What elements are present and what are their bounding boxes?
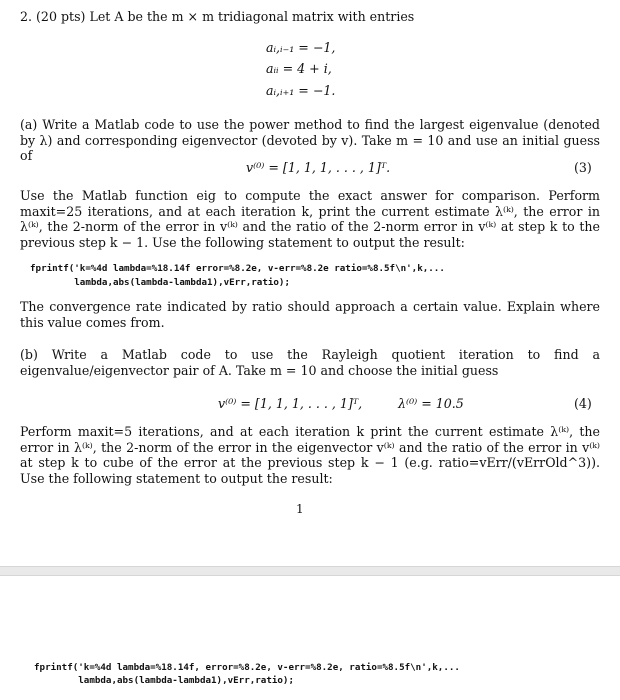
part-a-body: Use the Matlab function eig to compute the exact answer for comparison. Perform maxit=25 iterations, and at each iteration k, print the current estimate λ⁽ᵏ⁾, the error in λ⁽ᵏ⁾, the 2-norm of the error in v⁽ᵏ⁾ and the ratio of the 2-norm error in v⁽ᵏ⁾ at step k to the previous step k − 1. Use the following statement to output the result:	[20, 188, 600, 250]
bottom-code-line-2: lambda,abs(lambda-lambda1),vErr,ratio);	[34, 675, 294, 686]
part-b-body: Perform maxit=5 iterations, and at each iteration k print the current estimate λ⁽ᵏ⁾, the error in λ⁽ᵏ⁾, the 2-norm of the error in the eigenvector v⁽ᵏ⁾ and the ratio of the error in v⁽ᵏ⁾ at step k to cube of the error at the previous step k − 1 (e.g. ratio=vErr/(vErrOld^3)). Use the following statement to output the result:	[20, 424, 600, 486]
part-a-intro: (a) Write a Matlab code to use the power method to find the largest eigenvalue (denoted by λ) and corresponding eigenvector (devoted by v). Take m = 10 and use an initial guess of	[20, 117, 600, 163]
matrix-entry-lower: aᵢ,ᵢ₋₁ = −1,	[266, 40, 336, 55]
matrix-entry-upper: aᵢ,ᵢ₊₁ = −1.	[266, 83, 336, 98]
part-a-code-line-1: fprintf('k=%4d lambda=%18.14f error=%8.2e, v-err=%8.2e ratio=%8.5f\n',k,...	[30, 263, 445, 274]
part-a-code-line-2: lambda,abs(lambda-lambda1),vErr,ratio);	[30, 277, 290, 288]
part-b-initial-guess-v: v⁽⁰⁾ = [1, 1, 1, . . . , 1]ᵀ,	[218, 396, 363, 411]
part-b-initial-guess-lambda: λ⁽⁰⁾ = 10.5	[398, 396, 464, 411]
page-number: 1	[296, 502, 304, 516]
bottom-code-line-1: fprintf('k=%4d lambda=%18.14f, error=%8.2e, v-err=%8.2e, ratio=%8.5f\n',k,...	[34, 662, 460, 673]
part-a-convergence: The convergence rate indicated by ratio should approach a certain value. Explain where this value comes from.	[20, 299, 600, 330]
equation-number-3: (3)	[574, 160, 592, 175]
matrix-entry-diagonal: aᵢᵢ = 4 + i,	[266, 61, 332, 76]
page-separator	[0, 566, 620, 576]
equation-number-4: (4)	[574, 396, 592, 411]
problem-header: 2. (20 pts) Let A be the m × m tridiagonal matrix with entries	[20, 9, 415, 24]
part-b-intro: (b) Write a Matlab code to use the Rayleigh quotient iteration to find a eigenvalue/eigenvector pair of A. Take m = 10 and choose the initial guess	[20, 347, 600, 378]
part-a-initial-guess-equation: v⁽⁰⁾ = [1, 1, 1, . . . , 1]ᵀ.	[246, 160, 391, 175]
